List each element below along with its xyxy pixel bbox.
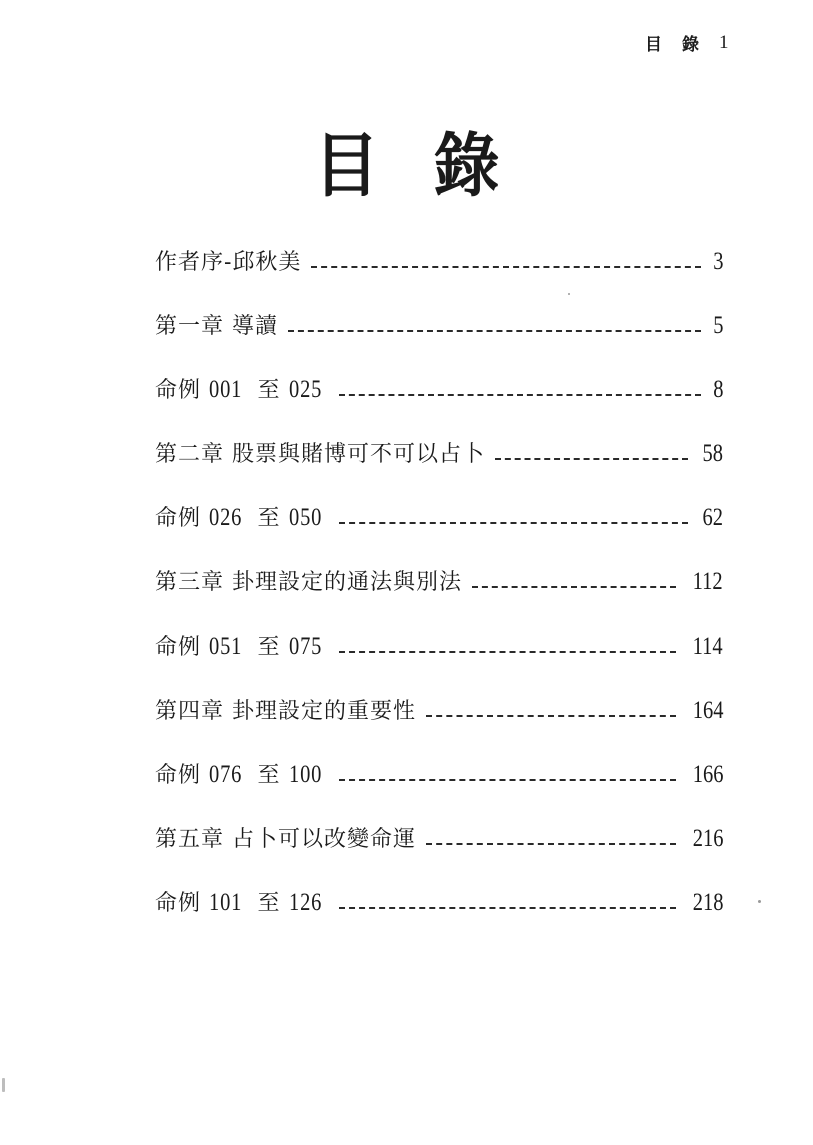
toc-entry-cases-076-100[interactable] bbox=[155, 749, 723, 789]
toc-entry-preface[interactable] bbox=[155, 236, 723, 276]
toc-dot-leader bbox=[339, 907, 675, 909]
toc-dot-leader bbox=[426, 843, 676, 845]
toc-entry-page: 5 bbox=[712, 312, 723, 339]
toc-entry-page: 8 bbox=[712, 376, 723, 403]
running-header bbox=[645, 30, 729, 55]
toc-entry-label: 第二章 股票與賭博可不可以占卜 bbox=[155, 442, 485, 467]
toc-entry-chapter-5[interactable] bbox=[155, 813, 723, 853]
toc-entry-cases-026-050[interactable] bbox=[155, 492, 723, 532]
toc-dot-leader bbox=[288, 330, 701, 332]
toc-entry-cases-051-075[interactable] bbox=[155, 621, 723, 661]
toc-entry-chapter-3[interactable] bbox=[155, 556, 723, 596]
toc-entry-label: 命例 076 至 100 bbox=[155, 761, 322, 788]
toc-dot-leader bbox=[339, 522, 688, 524]
page-title-char-2: 錄 bbox=[433, 124, 500, 207]
toc-entry-page: 216 bbox=[692, 825, 723, 852]
toc-entry-chapter-4[interactable] bbox=[155, 685, 723, 725]
toc-entry-label: 第五章 占卜可以改變命運 bbox=[155, 827, 416, 852]
toc-entry-cases-001-025[interactable] bbox=[155, 364, 723, 404]
running-header-section-2: 錄 bbox=[682, 35, 699, 55]
toc-dot-leader bbox=[339, 394, 700, 396]
toc-entry-label: 第三章 卦理設定的通法與別法 bbox=[155, 570, 462, 595]
toc-entry-label: 第四章 卦理設定的重要性 bbox=[155, 699, 416, 724]
toc-entry-chapter-1[interactable] bbox=[155, 300, 723, 340]
toc-entry-page: 62 bbox=[702, 504, 723, 531]
toc-dot-leader bbox=[311, 266, 700, 268]
toc-entry-page: 58 bbox=[702, 440, 723, 467]
toc-entry-chapter-2[interactable] bbox=[155, 428, 723, 468]
toc-dot-leader bbox=[339, 651, 676, 653]
toc-dot-leader bbox=[339, 779, 675, 781]
toc-entry-page: 114 bbox=[693, 633, 723, 660]
running-header-page-number: 1 bbox=[719, 31, 729, 53]
toc-entry-label: 第一章 導讀 bbox=[155, 314, 278, 339]
toc-entry-page: 164 bbox=[692, 697, 723, 724]
toc-entry-label: 命例 026 至 050 bbox=[155, 504, 322, 531]
toc-dot-leader bbox=[472, 586, 676, 588]
toc-dot-leader bbox=[426, 715, 676, 717]
toc-entry-page: 166 bbox=[692, 761, 723, 788]
toc-entry-label: 作者序-邱秋美 bbox=[155, 250, 302, 275]
toc-dot-leader bbox=[495, 458, 688, 460]
toc-entry-label: 命例 001 至 025 bbox=[155, 376, 322, 403]
page-title-char-1: 目 bbox=[313, 124, 380, 207]
toc-entry-page: 3 bbox=[712, 248, 723, 275]
scan-speck bbox=[758, 900, 761, 903]
toc-entry-page: 112 bbox=[693, 568, 723, 595]
toc-entry-label: 命例 051 至 075 bbox=[155, 633, 322, 660]
running-header-section: 目 bbox=[645, 35, 662, 55]
toc-entry-page: 218 bbox=[692, 889, 723, 916]
scan-speck bbox=[568, 293, 570, 295]
scan-edge-mark bbox=[2, 1078, 5, 1092]
toc-entry-cases-101-126[interactable] bbox=[155, 877, 723, 917]
page-title bbox=[0, 110, 813, 210]
toc-entry-label: 命例 101 至 126 bbox=[155, 889, 322, 916]
